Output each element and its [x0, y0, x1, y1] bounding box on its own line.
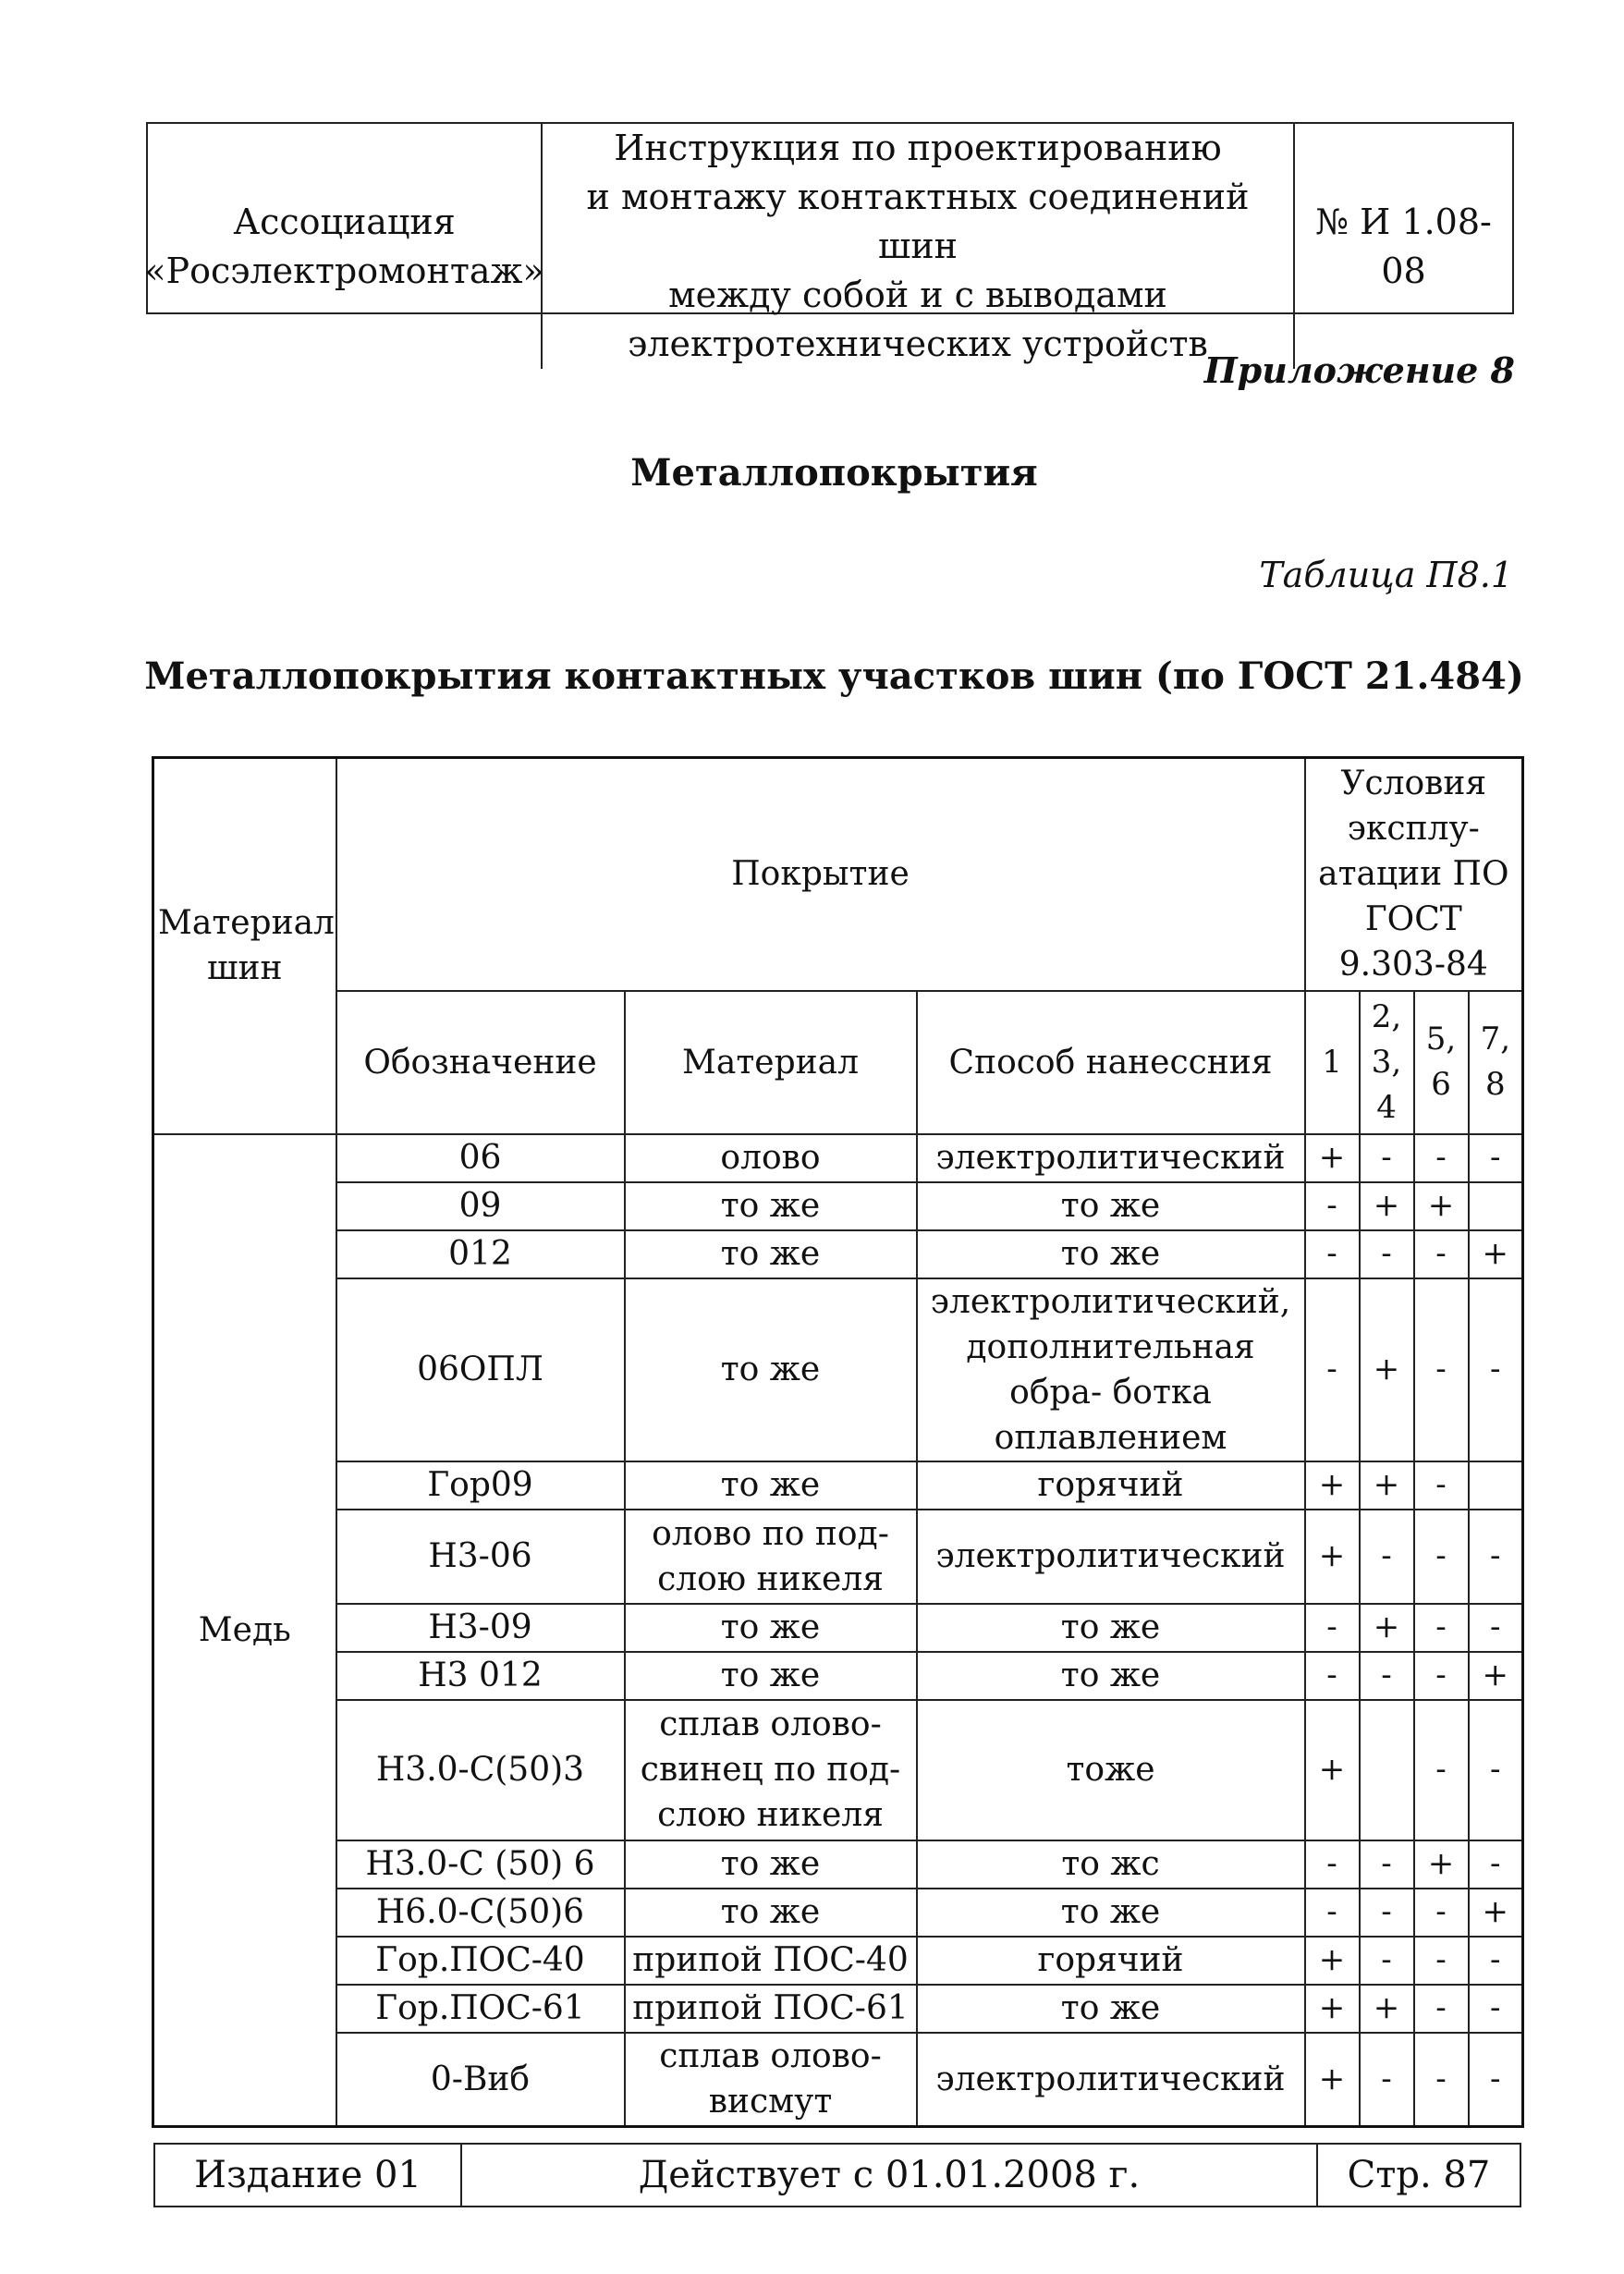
document-title-cell — [541, 124, 1293, 369]
table-number: Таблица П8.1 — [1259, 555, 1513, 595]
header-block — [144, 122, 1514, 364]
doc-title-line-2: и монтажу контактных соединений шин — [586, 177, 1250, 266]
condition-2-cell: + — [1360, 1604, 1414, 1652]
method-cell: горячий — [917, 1461, 1305, 1510]
document-number-cell — [1293, 124, 1512, 369]
condition-1-cell: + — [1305, 1937, 1360, 1985]
table-row — [153, 1840, 1523, 1889]
condition-4-cell: + — [1469, 1652, 1523, 1700]
condition-4-cell: - — [1469, 1278, 1523, 1461]
designation-cell: 06 — [336, 1134, 625, 1182]
condition-1-cell: - — [1305, 1889, 1360, 1937]
condition-2-cell: + — [1360, 1182, 1414, 1230]
designation-cell: Н3.0-С (50) 6 — [336, 1840, 625, 1889]
table-row — [153, 1985, 1523, 2033]
method-cell: то же — [917, 1889, 1305, 1937]
method-cell: горячий — [917, 1937, 1305, 1985]
valid-from: Действует с 01.01.2008 г. — [460, 2145, 1316, 2206]
condition-2-cell: - — [1360, 1937, 1414, 1985]
material-cell: Медь — [153, 1134, 336, 2127]
footer-block — [153, 2143, 1521, 2207]
condition-4-cell — [1469, 1182, 1523, 1230]
method-cell: то же — [917, 1652, 1305, 1700]
condition-2-cell: + — [1360, 1278, 1414, 1461]
condition-3-cell: - — [1414, 1937, 1469, 1985]
condition-2-cell: - — [1360, 1889, 1414, 1937]
coating-material-cell: то же — [625, 1889, 917, 1937]
condition-4-cell: - — [1469, 1840, 1523, 1889]
condition-2-cell: + — [1360, 1985, 1414, 2033]
header-condition-3: 5, 6 — [1414, 991, 1469, 1134]
header-designation: Обозначение — [336, 991, 625, 1134]
appendix-label: Приложение 8 — [1203, 349, 1515, 391]
coating-material-cell: то же — [625, 1230, 917, 1278]
table-row — [153, 1510, 1523, 1604]
org-line-2: «Росэлектромонтаж» — [144, 250, 544, 291]
table-row — [153, 1230, 1523, 1278]
coating-material-cell: сплав олово- свинец по под- слою никеля — [625, 1700, 917, 1840]
header-coating: Покрытие — [336, 758, 1305, 991]
condition-3-cell: - — [1414, 1510, 1469, 1604]
table-row — [153, 1700, 1523, 1840]
condition-4-cell: - — [1469, 1937, 1523, 1985]
table-row — [153, 1461, 1523, 1510]
condition-2-cell: - — [1360, 1652, 1414, 1700]
designation-cell: 0-Виб — [336, 2033, 625, 2127]
coating-material-cell: то же — [625, 1182, 917, 1230]
designation-cell: 06ОПЛ — [336, 1278, 625, 1461]
condition-1-cell: + — [1305, 1134, 1360, 1182]
table-row — [153, 1182, 1523, 1230]
designation-cell: Гор.ПОС-40 — [336, 1937, 625, 1985]
condition-3-cell: - — [1414, 1604, 1469, 1652]
org-line-1: Ассоциация — [233, 201, 456, 242]
condition-1-cell: + — [1305, 1700, 1360, 1840]
condition-2-cell: - — [1360, 1134, 1414, 1182]
header-material: Материал шин — [153, 758, 336, 1134]
table-row — [153, 1937, 1523, 1985]
header-condition-4: 7, 8 — [1469, 991, 1523, 1134]
condition-3-cell: - — [1414, 1985, 1469, 2033]
designation-cell: Н3-06 — [336, 1510, 625, 1604]
method-cell: то же — [917, 1604, 1305, 1652]
condition-4-cell: + — [1469, 1230, 1523, 1278]
condition-4-cell: - — [1469, 1700, 1523, 1840]
condition-2-cell: - — [1360, 2033, 1414, 2127]
condition-1-cell: - — [1305, 1182, 1360, 1230]
condition-3-cell: - — [1414, 1278, 1469, 1461]
condition-3-cell: - — [1414, 1889, 1469, 1937]
document-number: № И 1.08-08 — [1315, 201, 1492, 291]
coatings-table — [152, 756, 1524, 2128]
condition-3-cell: + — [1414, 1182, 1469, 1230]
condition-1-cell: - — [1305, 1652, 1360, 1700]
condition-4-cell — [1469, 1461, 1523, 1510]
table-row — [153, 1652, 1523, 1700]
coating-material-cell: то же — [625, 1461, 917, 1510]
coating-material-cell: то же — [625, 1840, 917, 1889]
designation-cell: Гор09 — [336, 1461, 625, 1510]
designation-cell: 012 — [336, 1230, 625, 1278]
designation-cell: Н6.0-С(50)6 — [336, 1889, 625, 1937]
condition-1-cell: + — [1305, 1461, 1360, 1510]
condition-3-cell: - — [1414, 1134, 1469, 1182]
condition-1-cell: + — [1305, 1510, 1360, 1604]
coating-material-cell: олово по под- слою никеля — [625, 1510, 917, 1604]
edition: Издание 01 — [194, 2154, 421, 2196]
coating-material-cell: то же — [625, 1604, 917, 1652]
doc-title-line-3: между собой и с выводами — [668, 275, 1167, 315]
condition-4-cell: - — [1469, 2033, 1523, 2127]
coating-material-cell: припой ПОС-40 — [625, 1937, 917, 1985]
condition-1-cell: - — [1305, 1278, 1360, 1461]
condition-2-cell: - — [1360, 1230, 1414, 1278]
method-cell: электролитический — [917, 1510, 1305, 1604]
condition-3-cell: + — [1414, 1840, 1469, 1889]
method-cell: то же — [917, 1985, 1305, 2033]
condition-1-cell: - — [1305, 1604, 1360, 1652]
condition-4-cell: - — [1469, 1985, 1523, 2033]
designation-cell: Н3 012 — [336, 1652, 625, 1700]
doc-title-line-1: Инструкция по проектированию — [614, 128, 1222, 168]
designation-cell: Н3.0-С(50)3 — [336, 1700, 625, 1840]
header-method: Способ нанессния — [917, 991, 1305, 1134]
method-cell: то жс — [917, 1840, 1305, 1889]
header-conditions: Условия эксплу- атации ПО ГОСТ 9.303-84 — [1305, 758, 1523, 991]
condition-1-cell: + — [1305, 1985, 1360, 2033]
header-condition-1: 1 — [1305, 991, 1360, 1134]
table-row — [153, 1278, 1523, 1461]
condition-3-cell: - — [1414, 1461, 1469, 1510]
method-cell: то же — [917, 1182, 1305, 1230]
condition-2-cell: - — [1360, 1510, 1414, 1604]
condition-3-cell: - — [1414, 2033, 1469, 2127]
method-cell: электролитический, дополнительная обра- ботка оплавлением — [917, 1278, 1305, 1461]
condition-1-cell: + — [1305, 2033, 1360, 2127]
coating-material-cell: сплав олово- висмут — [625, 2033, 917, 2127]
table-row — [153, 2033, 1523, 2127]
coating-material-cell: олово — [625, 1134, 917, 1182]
condition-2-cell — [1360, 1700, 1414, 1840]
condition-4-cell: + — [1469, 1889, 1523, 1937]
condition-3-cell: - — [1414, 1652, 1469, 1700]
condition-2-cell: + — [1360, 1461, 1414, 1510]
condition-1-cell: - — [1305, 1840, 1360, 1889]
table-row — [153, 1134, 1523, 1182]
condition-4-cell: - — [1469, 1604, 1523, 1652]
coating-material-cell: припой ПОС-61 — [625, 1985, 917, 2033]
header-condition-2: 2, 3, 4 — [1360, 991, 1414, 1134]
section-title: Металлопокрытия — [630, 451, 1038, 495]
coating-material-cell: то же — [625, 1278, 917, 1461]
method-cell: то же — [917, 1230, 1305, 1278]
header-coating-material: Материал — [625, 991, 917, 1134]
designation-cell: Н3-09 — [336, 1604, 625, 1652]
condition-4-cell: - — [1469, 1510, 1523, 1604]
organization-cell — [144, 124, 544, 369]
condition-3-cell: - — [1414, 1700, 1469, 1840]
table-title: Металлопокрытия контактных участков шин (по ГОСТ 21.484) — [144, 654, 1524, 698]
designation-cell: 09 — [336, 1182, 625, 1230]
method-cell: электролитический — [917, 2033, 1305, 2127]
page-number: Стр. 87 — [1316, 2145, 1520, 2206]
table-row — [153, 1604, 1523, 1652]
coating-material-cell: то же — [625, 1652, 917, 1700]
method-cell: электролитический — [917, 1134, 1305, 1182]
designation-cell: Гор.ПОС-61 — [336, 1985, 625, 2033]
condition-2-cell: - — [1360, 1840, 1414, 1889]
condition-4-cell: - — [1469, 1134, 1523, 1182]
method-cell: тоже — [917, 1700, 1305, 1840]
condition-1-cell: - — [1305, 1230, 1360, 1278]
table-row — [153, 1889, 1523, 1937]
doc-title-line-4: электротехнических устройств — [628, 324, 1208, 364]
condition-3-cell: - — [1414, 1230, 1469, 1278]
